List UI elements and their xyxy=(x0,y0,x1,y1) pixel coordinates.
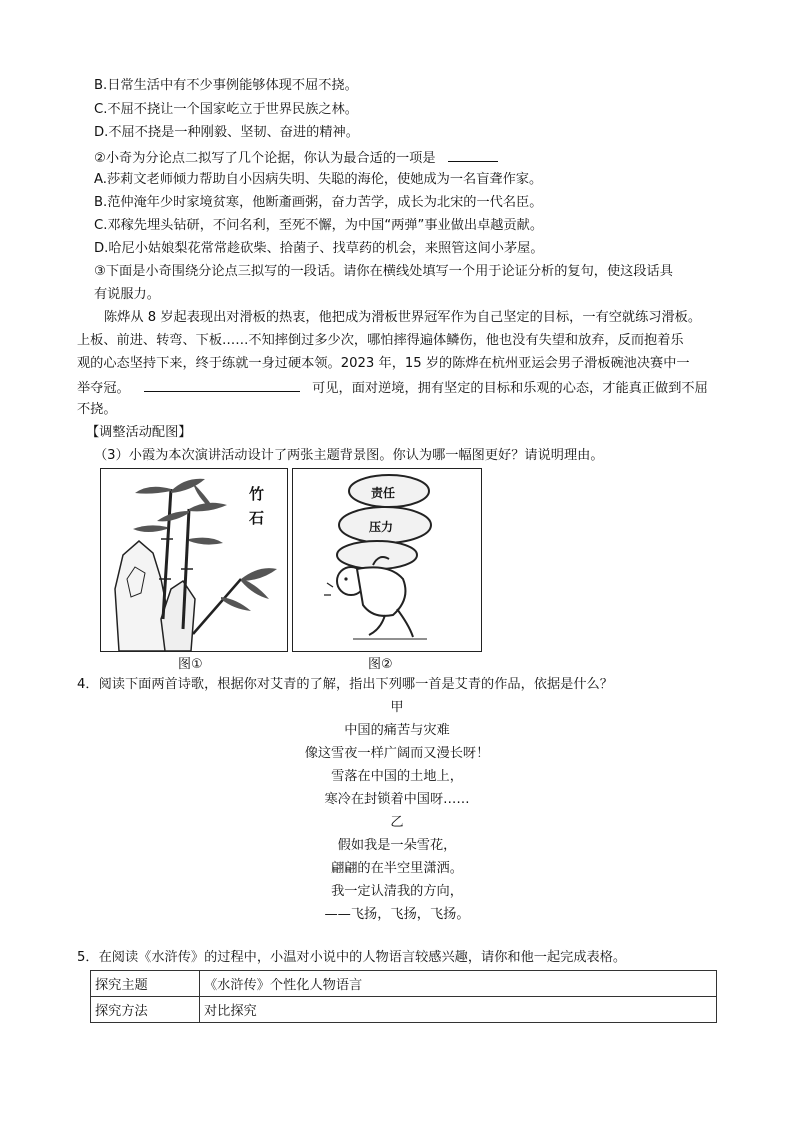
sweat-mark xyxy=(324,583,333,595)
poem-b-line: 我一定认清我的方向， xyxy=(331,884,463,899)
bamboo-leaf xyxy=(221,597,251,611)
sub-question-3-line1: ③下面是小奇围绕分论点三拟写的一段话。请你在横线处填写一个用于论证分析的复句，使这段话具 xyxy=(94,264,673,279)
sub-question-3: （3）小霞为本次演讲活动设计了两张主题背景图。你认为哪一幅图更好？请说明理由。 xyxy=(94,448,604,463)
section-heading: 【调整活动配图】 xyxy=(86,425,192,440)
figure-bamboo-stone xyxy=(100,468,288,652)
poem-b-label: 乙 xyxy=(390,815,404,830)
poem-a-label: 甲 xyxy=(390,700,404,715)
poem-b-line: 假如我是一朵雪花， xyxy=(337,838,457,853)
bamboo-leaf xyxy=(189,538,223,545)
poem-a-line: 寒冷在封锁着中国呀…… xyxy=(324,792,470,807)
table-row xyxy=(91,997,717,1023)
burden-illustration xyxy=(293,469,481,651)
stone-label-top: 责任 xyxy=(371,486,396,500)
option-c: C.不屈不挠让一个国家屹立于世界民族之林。 xyxy=(94,102,358,117)
question-5-prompt: 5．在阅读《水浒传》的过程中，小温对小说中的人物语言较感兴趣，请你和他一起完成表格。 xyxy=(77,950,627,965)
answer-blank[interactable] xyxy=(448,147,498,162)
sub-question-2-prompt xyxy=(94,147,498,169)
option-d: D.不屈不挠是一种刚毅、坚韧、奋进的精神。 xyxy=(94,125,359,140)
person-body xyxy=(357,567,405,616)
sub2-option-a: A.莎莉文老师倾力帮助自小因病失明、失聪的海伦，使她成为一名盲聋作家。 xyxy=(94,172,543,187)
paragraph-line: 不挠。 xyxy=(77,402,117,417)
paragraph-line: 陈烨从 8 岁起表现出对滑板的热衷，他把成为滑板世界冠军作为自己坚定的目标，一有空就练习滑板。 xyxy=(104,310,702,325)
bamboo-stone-illustration xyxy=(101,469,287,651)
poem-b-line: 翩翩的在半空里潇洒。 xyxy=(331,861,463,876)
person-leg xyxy=(397,609,413,637)
bamboo-leaf xyxy=(135,487,171,494)
table-value-cell: 对比探究 xyxy=(200,997,717,1023)
figure-1-char-bottom: 石 xyxy=(249,509,265,527)
poem-a-line: 中国的痛苦与灾难 xyxy=(344,723,450,738)
table-value-cell: 《水浒传》个性化人物语言 xyxy=(200,971,717,997)
stone-shape xyxy=(337,541,417,569)
answer-blank[interactable] xyxy=(144,377,300,392)
sub-question-3-line2: 有说服力。 xyxy=(94,287,160,302)
table-row xyxy=(91,971,717,997)
person-leg xyxy=(369,615,385,635)
table-label-cell: 探究方法 xyxy=(91,997,200,1023)
sub-question-2-text: ②小奇为分论点二拟写了几个论据，你认为最合适的一项是 xyxy=(94,151,436,166)
figure-burden xyxy=(292,468,482,652)
sub2-option-b: B.范仲淹年少时家境贫寒，他断齑画粥，奋力苦学，成长为北宋的一代名臣。 xyxy=(94,195,543,210)
person-eye xyxy=(344,577,347,580)
paragraph-line xyxy=(77,377,708,399)
figure-1-caption: 图① xyxy=(178,657,203,672)
paragraph-text: 举夺冠。 xyxy=(77,381,130,396)
question-4-prompt: 4．阅读下面两首诗歌，根据你对艾青的了解，指出下列哪一首是艾青的作品，依据是什么？ xyxy=(77,677,613,692)
bamboo-leaf xyxy=(241,568,277,581)
figure-1-char-top: 竹 xyxy=(249,485,265,503)
bamboo-leaf xyxy=(133,525,167,532)
inquiry-table xyxy=(90,970,717,1023)
bamboo-leaf xyxy=(241,579,269,599)
paragraph-line: 观的心态坚持下来，终于练就一身过硬本领。2023 年，15 岁的陈烨在杭州亚运会男子滑板碗池决赛中一 xyxy=(77,356,690,371)
sub2-option-d: D.哈尼小姑娘梨花常常趁砍柴、拾菌子、找草药的机会，来照管这间小茅屋。 xyxy=(94,241,544,256)
poem-a-line: 雪落在中国的土地上， xyxy=(331,769,463,784)
paragraph-text: 可见，面对逆境，拥有坚定的目标和乐观的心态，才能真正做到不屈 xyxy=(312,381,708,396)
option-b: B.日常生活中有不少事例能够体现不屈不挠。 xyxy=(94,78,358,93)
figure-2-caption: 图② xyxy=(368,657,393,672)
sub2-option-c: C.邓稼先埋头钻研，不问名利，至死不懈，为中国“两弹”事业做出卓越贡献。 xyxy=(94,218,544,233)
paragraph-line: 上板、前进、转弯、下板……不知摔倒过多少次，哪怕摔得遍体鳞伤，他也没有失望和放弃，反而抱着乐 xyxy=(77,333,684,348)
table-label-cell: 探究主题 xyxy=(91,971,200,997)
poem-a-line: 像这雪夜一样广阔而又漫长呀！ xyxy=(304,746,490,761)
poem-b-line: ——飞扬，飞扬，飞扬。 xyxy=(324,907,470,922)
bamboo-leaf xyxy=(157,511,189,521)
stone-label-mid: 压力 xyxy=(369,520,394,534)
